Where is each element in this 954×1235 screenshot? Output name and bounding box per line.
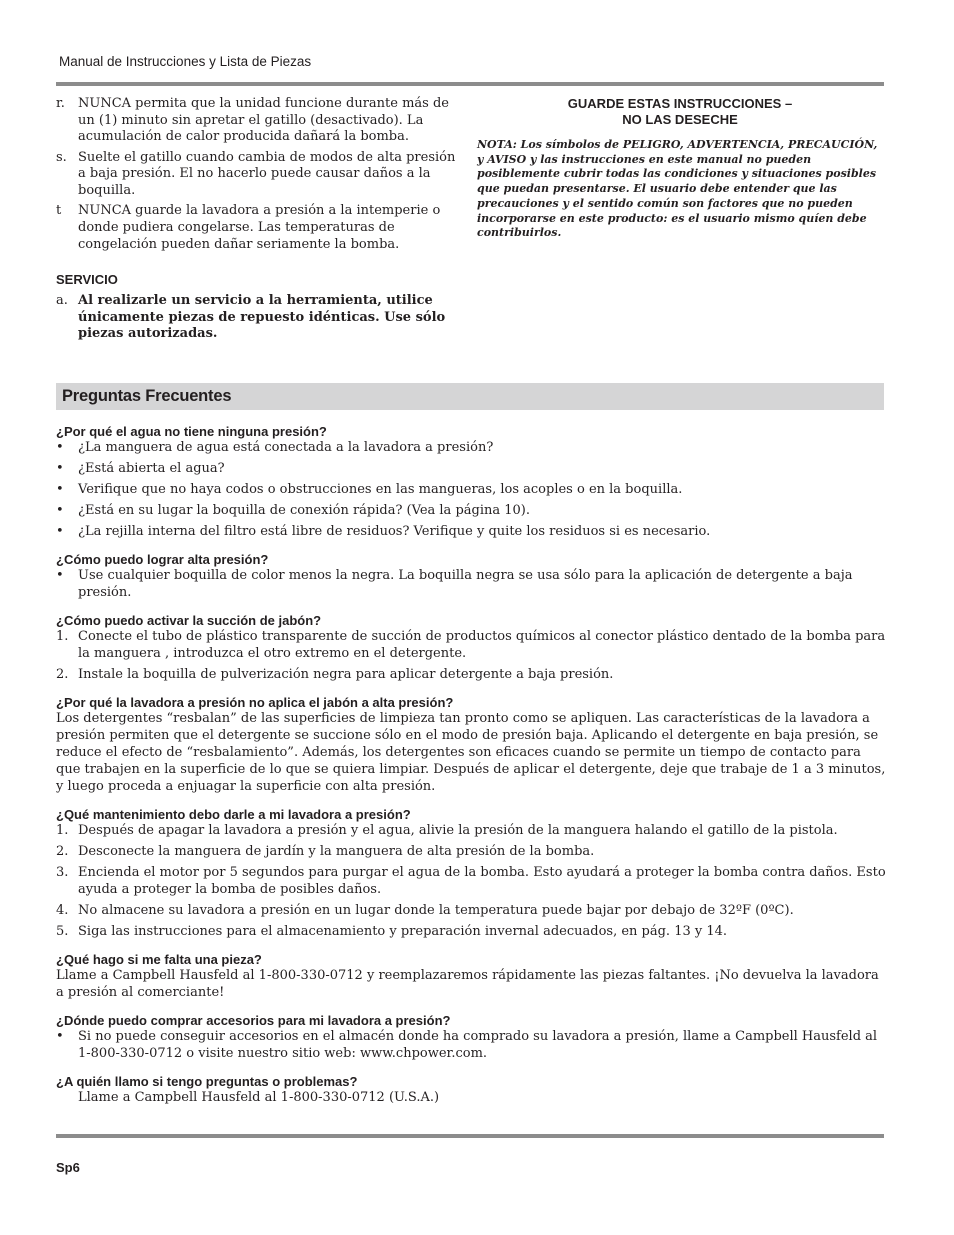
faq-question: ¿Por qué el agua no tiene ninguna presión? <box>56 424 327 439</box>
list-item-text: Al realizarle un servicio a la herramienta, utilice únicamente piezas de repuesto idénticas. Use sólo piezas autorizadas. <box>78 293 446 342</box>
list-item-text: ¿Está en su lugar la boquilla de conexión rápida? (Vea la página 10). <box>78 503 530 518</box>
list-item-text: Suelte el gatillo cuando cambia de modos de alta presión a baja presión. El no hacerlo puede causar daños a la boquilla. <box>78 149 456 199</box>
list-marker: 2. <box>56 844 69 859</box>
faq-question: ¿Qué mantenimiento debo darle a mi lavadora a presión? <box>56 807 411 822</box>
list-item-text: Verifique que no haya codos o obstrucciones en las mangueras, los acoples o en la boquilla. <box>78 482 683 497</box>
list-marker: • <box>56 568 64 583</box>
list-marker: a. <box>56 293 68 309</box>
list-marker: • <box>56 1029 64 1044</box>
list-item-text: Use cualquier boquilla de color menos la negra. La boquilla negra se usa sólo para la aplicación de detergente a baja presión. <box>78 568 853 600</box>
faq-answer: Llame a Campbell Hausfeld al 1-800-330-0712 (U.S.A.) <box>78 1090 440 1105</box>
list-marker: • <box>56 482 64 497</box>
faq-question: ¿Qué hago si me falta una pieza? <box>56 952 262 967</box>
faq-list-item <box>56 1028 886 1062</box>
list-item-text: NUNCA guarde la lavadora a presión a la intemperie o donde pudiera congelarse. Las temperaturas de congelación pueden dañar seriamente la bomba. <box>78 203 441 252</box>
list-marker: 5. <box>56 924 69 939</box>
list-item-text: Conecte el tubo de plástico transparente de succión de productos químicos al conector plástico dentado de la bomba para la manguera , introduzca el otro extremo en el detergente. <box>78 629 886 661</box>
list-item-text: ¿La rejilla interna del filtro está libre de residuos? Verifique y quite los residuos si es necesario. <box>78 524 711 539</box>
faq-list-item <box>56 502 886 519</box>
faq-question: ¿A quién llamo si tengo preguntas o problemas? <box>56 1074 358 1089</box>
heading-line: NO LAS DESECHE <box>622 112 738 127</box>
faq-list-item <box>56 567 886 601</box>
list-item-text: Encienda el motor por 5 segundos para purgar el agua de la bomba. Esto ayudará a proteger la bomba contra daños. Esto ayuda a proteger la bomba de posibles daños. <box>78 865 886 897</box>
faq-list-item <box>56 666 886 683</box>
faq-list-item <box>56 864 886 898</box>
list-marker: 1. <box>56 823 69 838</box>
faq-list-item <box>56 923 886 940</box>
faq-title: Preguntas Frecuentes <box>62 387 232 405</box>
right-column <box>477 96 883 241</box>
faq-question: ¿Cómo puedo activar la succión de jabón? <box>56 613 322 628</box>
list-marker: • <box>56 440 64 455</box>
list-item <box>56 293 458 343</box>
list-item-text: Instale la boquilla de pulverización negra para aplicar detergente a baja presión. <box>78 667 614 682</box>
faq-question: ¿Cómo puedo lograr alta presión? <box>56 552 269 567</box>
list-marker: • <box>56 524 64 539</box>
header-divider <box>56 82 884 86</box>
list-item <box>56 150 458 200</box>
faq-list-item <box>56 822 886 839</box>
list-item-text: Desconecte la manguera de jardín y la manguera de alta presión de la bomba. <box>78 844 595 859</box>
document-header-title: Manual de Instrucciones y Lista de Piezas <box>59 54 312 69</box>
faq-list-item <box>56 481 886 498</box>
list-item-text: NUNCA permita que la unidad funcione durante más de un (1) minuto sin apretar el gatillo (desactivado). La acumulación de calor producida dañará la bomba. <box>78 96 449 145</box>
faq-list-item <box>56 523 886 540</box>
list-marker: 1. <box>56 629 69 644</box>
list-marker: t <box>56 203 62 219</box>
list-item-text: ¿La manguera de agua está conectada a la lavadora a presión? <box>78 440 494 455</box>
faq-answer: Llame a Campbell Hausfeld al 1-800-330-0712 y reemplazaremos rápidamente las piezas faltantes. ¡No devuelva la lavadora a presión al comerciante! <box>56 968 879 1000</box>
faq-list-item <box>56 628 886 662</box>
list-item-text: ¿Está abierta el agua? <box>78 461 225 476</box>
list-item-text: Siga las instrucciones para el almacenamiento y preparación invernal adecuados, en pág. 13 y 14. <box>78 924 728 939</box>
faq-question: ¿Dónde puedo comprar accesorios para mi lavadora a presión? <box>56 1013 451 1028</box>
save-instructions-heading <box>477 96 883 128</box>
faq-body <box>56 424 886 1106</box>
faq-answer: Los detergentes “resbalan” de las superficies de limpieza tan pronto como se apliquen. Las características de la lavadora a presión permiten que el detergente se succione sólo en el modo de presión baja. Aplicando el detergente en baja presión, se reduce el efecto de “resbalamiento”. Además, los detergentes son eficaces cuando se permite un tiempo de contacto para que trabajen en la superficie de lo que se quiera limpiar. Después de aplicar el detergente, deje que trabaje de 1 a 3 minutos, y luego proceda a enjuagar la superficie con alta presión. <box>56 711 886 794</box>
faq-section-header <box>56 383 884 410</box>
left-column <box>56 96 458 347</box>
list-marker: s. <box>56 149 67 165</box>
list-item <box>56 96 458 146</box>
list-item-text: Si no puede conseguir accesorios en el almacén donde ha comprado su lavadora a presión, llame a Campbell Hausfeld al 1-800-330-0712 o visite nuestro sitio web: www.chpower.com. <box>78 1029 878 1061</box>
page-number: Sp6 <box>56 1160 80 1175</box>
safety-note: NOTA: Los símbolos de PELIGRO, ADVERTENCIA, PRECAUCIÓN, y AVISO y las instrucciones en este manual no pueden posiblemente cubrir todas las condiciones y situaciones posibles que puedan presentarse. El usuario debe entender que las precauciones y el sentido común son factores que no pueden incorporarse en este producto: es el usuario mismo quíen debe contribuirlos. <box>477 138 878 240</box>
list-marker: • <box>56 461 64 476</box>
list-marker: 4. <box>56 903 69 918</box>
list-marker: • <box>56 503 64 518</box>
list-marker: 2. <box>56 667 69 682</box>
faq-list-item <box>56 843 886 860</box>
faq-list-item <box>56 460 886 477</box>
list-item <box>56 203 458 253</box>
faq-question: ¿Por qué la lavadora a presión no aplica el jabón a alta presión? <box>56 695 454 710</box>
service-heading: SERVICIO <box>56 272 118 288</box>
list-marker: r. <box>56 96 65 111</box>
faq-list-item <box>56 439 886 456</box>
faq-list-item <box>56 902 886 919</box>
footer-divider <box>56 1134 884 1138</box>
heading-line: GUARDE ESTAS INSTRUCCIONES – <box>567 96 793 111</box>
list-marker: 3. <box>56 865 69 880</box>
list-item-text: No almacene su lavadora a presión en un lugar donde la temperatura puede bajar por debajo de 32ºF (0ºC). <box>78 903 794 918</box>
list-item-text: Después de apagar la lavadora a presión y el agua, alivie la presión de la manguera halando el gatillo de la pistola. <box>78 823 838 838</box>
